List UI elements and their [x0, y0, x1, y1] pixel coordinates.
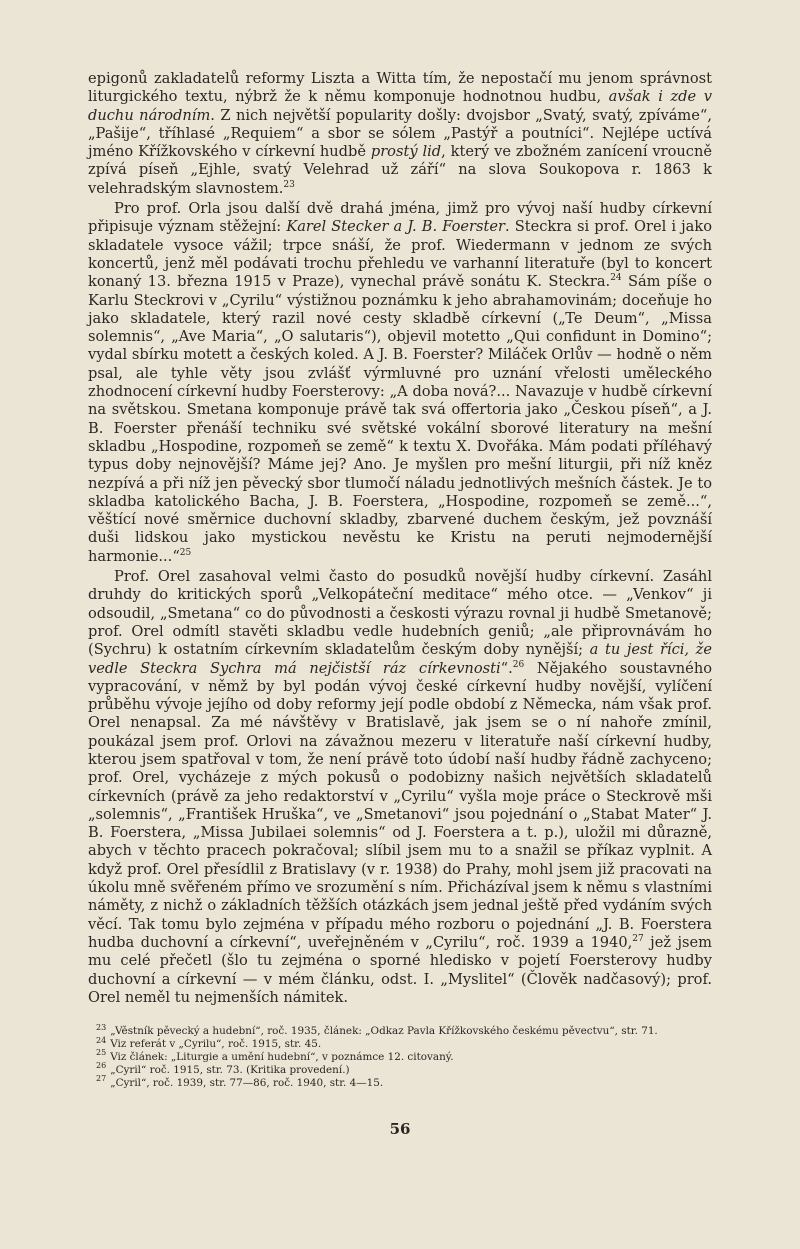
paragraph	[88, 200, 712, 566]
footnote-number: 25	[96, 1048, 107, 1058]
italic-text: prostý lid	[370, 143, 442, 161]
footnote	[88, 1061, 712, 1077]
italic-text: a tu jest říci, že vedle Steckra Sychra má nejčistší ráz církevnosti	[88, 641, 712, 677]
footnote	[88, 1048, 712, 1064]
text-run: jež jsem mu celé přečetl (šlo tu zejména o sporné hledisko v pojetí Foersterovy hudby duchovní a církevní — v mém článku, odst. I. „Myslitel“ (Člověk nadčasový); prof. Orel neměl tu nejmenších námitek.	[88, 933, 712, 1006]
italic-text: Karel Stecker a J. B. Foerster	[286, 218, 505, 236]
paragraph	[88, 568, 712, 1007]
footnote-reference: 24	[610, 273, 622, 284]
footnote-number: 24	[96, 1035, 107, 1045]
text-run: . Z nich největší popularity došly: dvojsbor „Svatý, svatý, zpíváme“, „Pašije“, tříhlasé „Requiem“ a sbor se sólem „Pastýř a poutníci“. Nejlépe uctívá jméno Křížkovského v církevní hudbě	[88, 106, 712, 161]
footnote	[88, 1022, 712, 1038]
footnote-text: „Cyril“, roč. 1939, str. 77—86, roč. 1940, str. 4—15.	[110, 1076, 384, 1089]
footnote-reference: 27	[632, 934, 644, 945]
footnote-reference: 26	[512, 659, 525, 670]
italic-text: avšak i zde v duchu národním	[88, 88, 712, 124]
footnote-reference: 25	[179, 547, 192, 558]
footnote-number: 26	[96, 1061, 107, 1071]
text-run: . Steckra si prof. Orel i jako skladatele vysoce vážil; trpce snáší, že prof. Wiedermann v jednom ze svých koncertů, jenž měl podávati trochu přehledu ve varhanní literatuře (byl to koncert konaný 13. března 1915 v Praze), vynechal právě sonátu K. Steckra.	[88, 218, 713, 291]
text-run: “.	[500, 659, 513, 677]
text-run: Sám píše o Karlu Steckrovi v „Cyrilu“ výstižnou poznámku k jeho abrahamovinám; doceňuje ho jako skladatele, který razil nové cesty skladbě církevní („Te Deum“, „Missa solemnis“, „Ave Maria“, „O salutaris“), objevil motetto „Qui confidunt in Domino“; vydal sbírku motett a českých koled. A J. B. Foerster? Miláček Orlův — hodně o něm psal, ale tyhle věty jsou zvlášť výrmluvné pro uznání vřelosti uměleckého zhodnocení církevní hudby Foersterovy: „A doba nová?... Navazuje v hudbě církevní na světskou. Smetana komponuje právě tak svá offertoria jako „Českou píseň“, a J. B. Foerster přenáší techniku své světské vokální sborové literatury na mešní skladbu „Hospodine, rozpomeň se země“ k textu X. Dvořáka. Mám podati příléhavý typus doby nejnovější? Máme jej? Ano. Je myšlen pro mešní liturgii, při níž kněz nezpívá a při níž jen pěvecký sbor tlumočí náladu jednotlivých mešních částek. Je to skladba katolického Bacha, J. B. Foerstera, „Hospodine, rozpomeň se země...“, věštící nové směrnice duchovní skladby, zbarvené duchem českým, jež povznáší duši lidskou jako mystickou nevěstu ke Kristu na peruti nejmodernější harmonie...“	[88, 273, 712, 565]
text-run: , který ve zbožném zanícení vroucně zpívá píseň „Ejhle, svatý Velehrad už září“ na slova Soukopova r. 1863 k velehradským slavnostem.	[88, 143, 712, 197]
footnote-text: Viz referát v „Cyrilu“, roč. 1915, str. 45.	[110, 1038, 322, 1051]
body-text	[88, 70, 712, 1007]
paragraph	[88, 70, 712, 198]
footnote	[88, 1074, 712, 1090]
footnote-text: „Cyril“ roč. 1915, str. 73. (Kritika provedení.)	[110, 1063, 350, 1076]
footnote	[88, 1035, 712, 1051]
footnote-number: 27	[96, 1074, 107, 1084]
text-run: Prof. Orel zasahoval velmi často do posudků novější hudby církevní. Zasáhl druhdy do kritických sporů „Velkopáteční meditace“ mého otce. — „Venkov“ ji odsoudil, „Smetana“ co do původnosti a českosti výrazu rovnal ji hudbě Smetanově; prof. Orel odmítl stavěti skladbu vedle hudebních geniů; „ale připrovnávám ho (Sychru) k ostatním církevním skladatelům českým doby nynější;	[88, 568, 712, 659]
page-number: 56	[389, 1120, 411, 1138]
text-run: epigonů zakladatelů reformy Liszta a Witta tím, že nepostačí mu jenom správnost liturgického textu, nýbrž že k němu komponuje hodnotnou hudbu,	[88, 70, 712, 106]
text-run: Pro prof. Orla jsou další dvě drahá jména, jimž pro vývoj naší hudby církevní připisuje význam stěžejní:	[88, 200, 712, 236]
footnote-number: 23	[96, 1022, 107, 1032]
footnote-text: Viz článek: „Liturgie a umění hudební“, v poznámce 12. citovaný.	[110, 1050, 454, 1063]
footnote-reference: 23	[283, 179, 295, 190]
footnotes	[88, 1022, 712, 1090]
text-run: Nějakého soustavného vypracování, v němž by byl podán vývoj české církevní hudby novější, vylíčení průběhu vývoje jejího od doby reformy její podle období z Německa, nám však prof. Orel nenapsal. Za mé návštěvy v Bratislavě, jak jsem se o ní nahoře zmínil, poukázal jsem prof. Orlovi na závažnou mezeru v literatuře naší církevní hudby, kterou jsem spatřoval v tom, že není právě toto údobí naší hudby řádně zachyceno; prof. Orel, vycházeje z mých pokusů o podobizny našich největších skladatelů církevních (právě za jeho redaktorství v „Cyrilu“ vyšla moje práce o Steckrově mši „solemnis“, „František Hruška“, ve „Smetanovi“ jsou pojednání o „Stabat Mater“ J. B. Foerstera, „Missa Jubilaei solemnis“ od J. Foerstera a t. p.), uložil mi důrazně, abych v těchto pracech pokračoval; slíbil jsem mu to a snažil se příkaz vyplnit. A když prof. Orel přesídlil z Bratislavy (v r. 1938) do Prahy, mohl jsem již pracovati na úkolu mně svěřeném přímo ve srozumění s ním. Přicházíval jsem k němu s vlastními náměty, z nichž o základních těžších otázkách jsem jednal ještě před vydáním svých věcí. Tak tomu bylo zejména v případu mého rozboru o pojednání „J. B. Foerstera hudba duchovní a církevní“, uveřejněném v „Cyrilu“, roč. 1939 a 1940,	[88, 659, 712, 951]
footnote-text: „Věstník pěvecký a hudební“, roč. 1935, článek: „Odkaz Pavla Křížkovského českému pěvectvu“, str. 71.	[110, 1025, 658, 1038]
